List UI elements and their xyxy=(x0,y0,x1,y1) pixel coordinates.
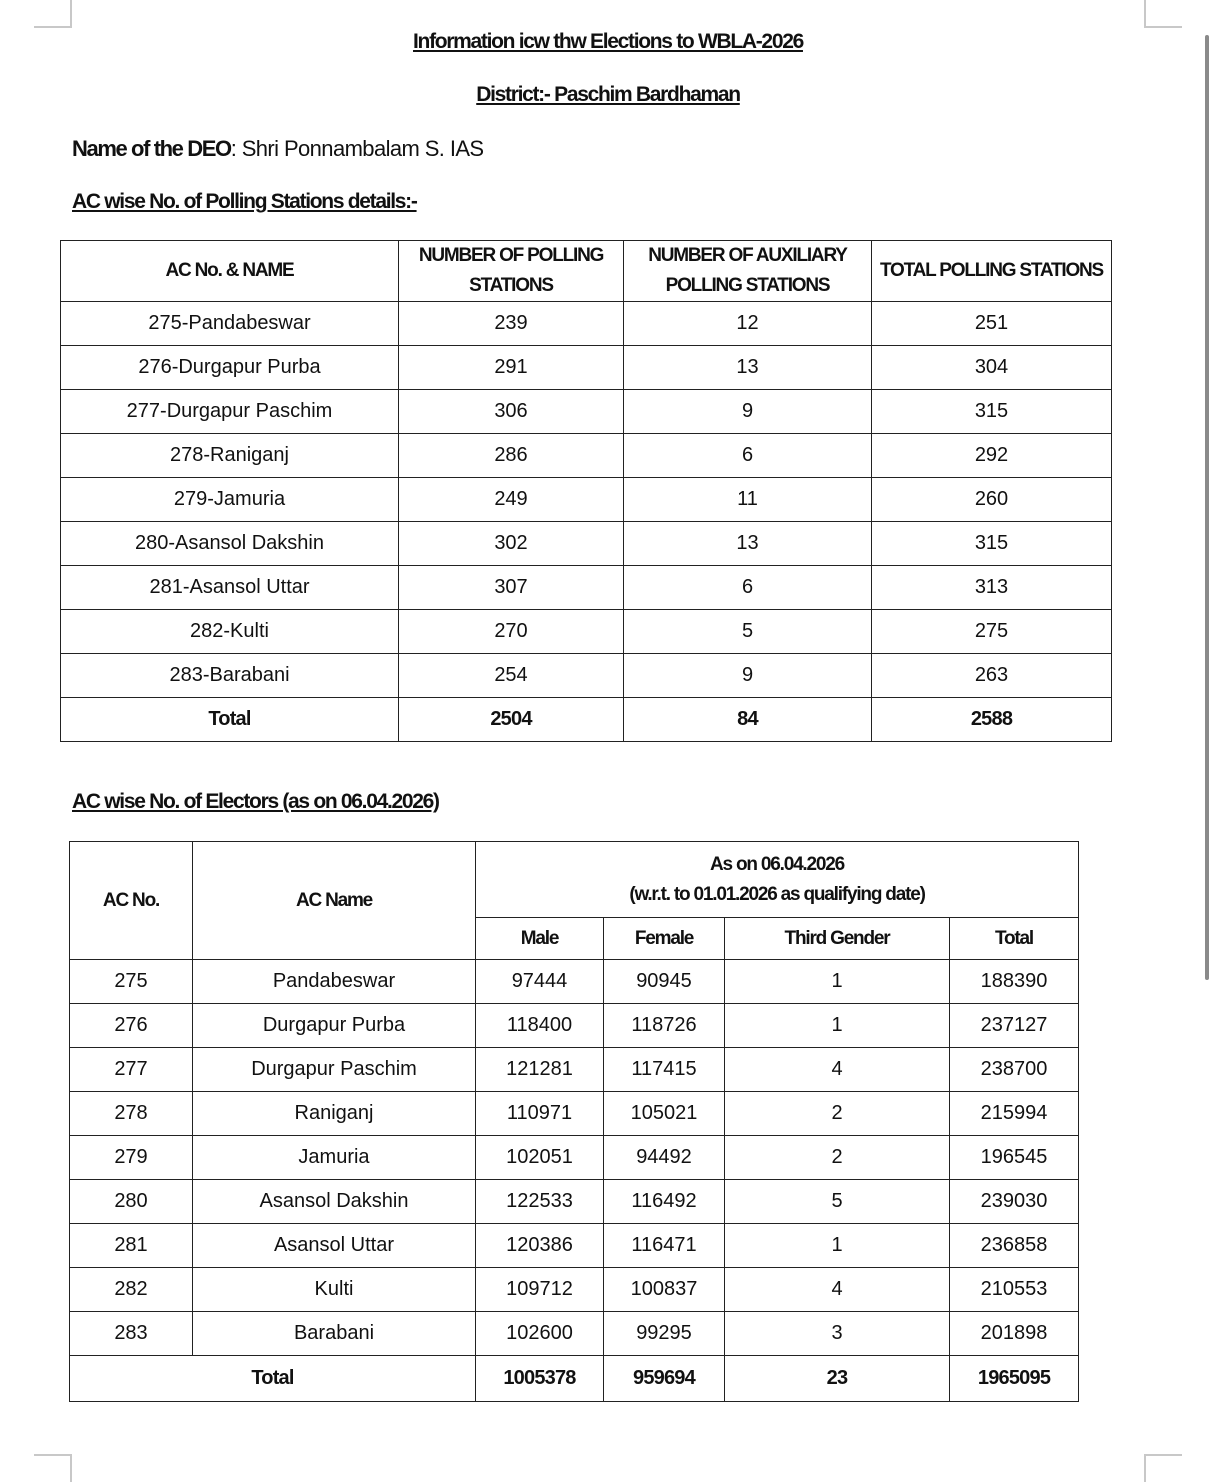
third-gender-cell: 5 xyxy=(725,1180,950,1224)
ac-no-cell: 282 xyxy=(70,1268,193,1312)
auxiliary-stations-cell: 6 xyxy=(624,566,872,610)
column-header-third-gender: Third Gender xyxy=(725,918,950,960)
table-row xyxy=(70,1092,1079,1136)
total-stations-cell: 275 xyxy=(872,610,1112,654)
page-corner-mark-top-left xyxy=(34,0,72,28)
total-cell: 237127 xyxy=(950,1004,1079,1048)
ac-name-cell: 283-Barabani xyxy=(61,654,399,698)
ac-name-cell: Asansol Uttar xyxy=(193,1224,476,1268)
ac-name-cell: 277-Durgapur Paschim xyxy=(61,390,399,434)
table-row xyxy=(61,302,1112,346)
table-header-row xyxy=(70,842,1079,918)
table-row xyxy=(61,434,1112,478)
third-gender-cell: 4 xyxy=(725,1048,950,1092)
column-header-polling-stations: NUMBER OF POLLING STATIONS xyxy=(399,241,624,302)
female-cell: 117415 xyxy=(604,1048,725,1092)
ac-name-cell: Pandabeswar xyxy=(193,960,476,1004)
total-stations-cell: 260 xyxy=(872,478,1112,522)
electors-heading: AC wise No. of Electors (as on 06.04.2026) xyxy=(72,790,439,813)
table-row xyxy=(70,1004,1079,1048)
ac-no-cell: 279 xyxy=(70,1136,193,1180)
female-cell: 100837 xyxy=(604,1268,725,1312)
female-cell: 99295 xyxy=(604,1312,725,1356)
third-gender-cell: 1 xyxy=(725,1224,950,1268)
female-cell: 116492 xyxy=(604,1180,725,1224)
polling-stations-heading: AC wise No. of Polling Stations details:- xyxy=(72,190,417,213)
total-stations-cell: 251 xyxy=(872,302,1112,346)
table-row xyxy=(70,960,1079,1004)
table-row xyxy=(70,1048,1079,1092)
ac-name-cell: 282-Kulti xyxy=(61,610,399,654)
male-cell: 118400 xyxy=(476,1004,604,1048)
ac-no-cell: 275 xyxy=(70,960,193,1004)
auxiliary-stations-cell: 5 xyxy=(624,610,872,654)
column-header-total: Total xyxy=(950,918,1079,960)
total-stations-cell: 315 xyxy=(872,522,1112,566)
auxiliary-stations-cell: 6 xyxy=(624,434,872,478)
ac-name-cell: 279-Jamuria xyxy=(61,478,399,522)
table-row xyxy=(61,346,1112,390)
ac-no-cell: 283 xyxy=(70,1312,193,1356)
ac-name-cell: Jamuria xyxy=(193,1136,476,1180)
ac-name-cell: Barabani xyxy=(193,1312,476,1356)
third-gender-cell: 3 xyxy=(725,1312,950,1356)
polling-stations-cell: 254 xyxy=(399,654,624,698)
column-header-ac-no-name: AC No. & NAME xyxy=(61,241,399,302)
total-cell: 236858 xyxy=(950,1224,1079,1268)
table-total-row xyxy=(61,698,1112,742)
auxiliary-stations-cell: 11 xyxy=(624,478,872,522)
ac-no-cell: 277 xyxy=(70,1048,193,1092)
district-heading: District:- Paschim Bardhaman xyxy=(476,83,740,106)
polling-stations-cell: 302 xyxy=(399,522,624,566)
male-cell: 102051 xyxy=(476,1136,604,1180)
polling-stations-cell: 249 xyxy=(399,478,624,522)
table-row xyxy=(61,522,1112,566)
table-row xyxy=(70,1180,1079,1224)
total-stations-cell: 304 xyxy=(872,346,1112,390)
electors-table xyxy=(69,841,1079,1402)
third-gender-cell: 4 xyxy=(725,1268,950,1312)
ac-name-cell: Asansol Dakshin xyxy=(193,1180,476,1224)
column-header-auxiliary-polling-stations: NUMBER OF AUXILIARY POLLING STATIONS xyxy=(624,241,872,302)
female-cell: 105021 xyxy=(604,1092,725,1136)
total-male: 1005378 xyxy=(476,1356,604,1402)
female-cell: 94492 xyxy=(604,1136,725,1180)
male-cell: 122533 xyxy=(476,1180,604,1224)
ac-name-cell: Raniganj xyxy=(193,1092,476,1136)
table-header-row xyxy=(61,241,1112,302)
third-gender-cell: 2 xyxy=(725,1136,950,1180)
page-corner-mark-top-right xyxy=(1144,0,1182,28)
male-cell: 109712 xyxy=(476,1268,604,1312)
polling-stations-cell: 306 xyxy=(399,390,624,434)
column-header-male: Male xyxy=(476,918,604,960)
grand-total-stations: 2588 xyxy=(872,698,1112,742)
ac-no-cell: 281 xyxy=(70,1224,193,1268)
deo-value: : Shri Ponnambalam S. IAS xyxy=(230,136,484,161)
polling-stations-cell: 270 xyxy=(399,610,624,654)
total-stations-cell: 292 xyxy=(872,434,1112,478)
total-cell: 210553 xyxy=(950,1268,1079,1312)
table-row xyxy=(70,1224,1079,1268)
table-row xyxy=(70,1268,1079,1312)
female-cell: 90945 xyxy=(604,960,725,1004)
table-row xyxy=(61,610,1112,654)
table-row xyxy=(61,478,1112,522)
total-cell: 239030 xyxy=(950,1180,1079,1224)
female-cell: 118726 xyxy=(604,1004,725,1048)
page-corner-mark-bottom-right xyxy=(1144,1454,1182,1482)
ac-name-cell: 276-Durgapur Purba xyxy=(61,346,399,390)
male-cell: 110971 xyxy=(476,1092,604,1136)
female-cell: 116471 xyxy=(604,1224,725,1268)
total-label: Total xyxy=(70,1356,476,1402)
table-row xyxy=(61,654,1112,698)
male-cell: 102600 xyxy=(476,1312,604,1356)
ac-name-cell: 281-Asansol Uttar xyxy=(61,566,399,610)
total-cell: 238700 xyxy=(950,1048,1079,1092)
total-auxiliary-stations: 84 xyxy=(624,698,872,742)
document-title: Information icw thw Elections to WBLA-2026 xyxy=(413,30,803,53)
table-total-row xyxy=(70,1356,1079,1402)
third-gender-cell: 1 xyxy=(725,960,950,1004)
third-gender-cell: 2 xyxy=(725,1092,950,1136)
table-row xyxy=(61,390,1112,434)
deo-label: Name of the DEO xyxy=(72,136,231,161)
grand-total-electors: 1965095 xyxy=(950,1356,1079,1402)
total-label: Total xyxy=(61,698,399,742)
male-cell: 97444 xyxy=(476,960,604,1004)
polling-stations-cell: 239 xyxy=(399,302,624,346)
vertical-scrollbar[interactable] xyxy=(1205,35,1209,980)
male-cell: 120386 xyxy=(476,1224,604,1268)
group-header-qualifying-date: (w.r.t. to 01.01.2026 as qualifying date) xyxy=(629,883,925,905)
column-header-female: Female xyxy=(604,918,725,960)
total-stations-cell: 313 xyxy=(872,566,1112,610)
auxiliary-stations-cell: 12 xyxy=(624,302,872,346)
auxiliary-stations-cell: 9 xyxy=(624,390,872,434)
ac-name-cell: 278-Raniganj xyxy=(61,434,399,478)
total-polling-stations: 2504 xyxy=(399,698,624,742)
ac-name-cell: 275-Pandabeswar xyxy=(61,302,399,346)
polling-stations-cell: 286 xyxy=(399,434,624,478)
table-row xyxy=(61,566,1112,610)
male-cell: 121281 xyxy=(476,1048,604,1092)
column-group-header-as-on-date xyxy=(476,842,1079,918)
column-header-ac-name: AC Name xyxy=(193,842,476,960)
total-stations-cell: 263 xyxy=(872,654,1112,698)
ac-no-cell: 280 xyxy=(70,1180,193,1224)
column-header-ac-no: AC No. xyxy=(70,842,193,960)
ac-name-cell: Durgapur Purba xyxy=(193,1004,476,1048)
total-female: 959694 xyxy=(604,1356,725,1402)
column-header-total-polling-stations: TOTAL POLLING STATIONS xyxy=(872,241,1112,302)
auxiliary-stations-cell: 13 xyxy=(624,346,872,390)
ac-no-cell: 278 xyxy=(70,1092,193,1136)
table-row xyxy=(70,1312,1079,1356)
total-third-gender: 23 xyxy=(725,1356,950,1402)
polling-stations-table xyxy=(60,240,1112,742)
ac-no-cell: 276 xyxy=(70,1004,193,1048)
ac-name-cell: Durgapur Paschim xyxy=(193,1048,476,1092)
total-stations-cell: 315 xyxy=(872,390,1112,434)
auxiliary-stations-cell: 9 xyxy=(624,654,872,698)
table-row xyxy=(70,1136,1079,1180)
ac-name-cell: Kulti xyxy=(193,1268,476,1312)
polling-stations-cell: 291 xyxy=(399,346,624,390)
polling-stations-cell: 307 xyxy=(399,566,624,610)
total-cell: 201898 xyxy=(950,1312,1079,1356)
total-cell: 196545 xyxy=(950,1136,1079,1180)
group-header-date: As on 06.04.2026 xyxy=(710,853,844,875)
page-corner-mark-bottom-left xyxy=(34,1454,72,1482)
ac-name-cell: 280-Asansol Dakshin xyxy=(61,522,399,566)
deo-line xyxy=(72,136,484,162)
total-cell: 215994 xyxy=(950,1092,1079,1136)
total-cell: 188390 xyxy=(950,960,1079,1004)
third-gender-cell: 1 xyxy=(725,1004,950,1048)
auxiliary-stations-cell: 13 xyxy=(624,522,872,566)
